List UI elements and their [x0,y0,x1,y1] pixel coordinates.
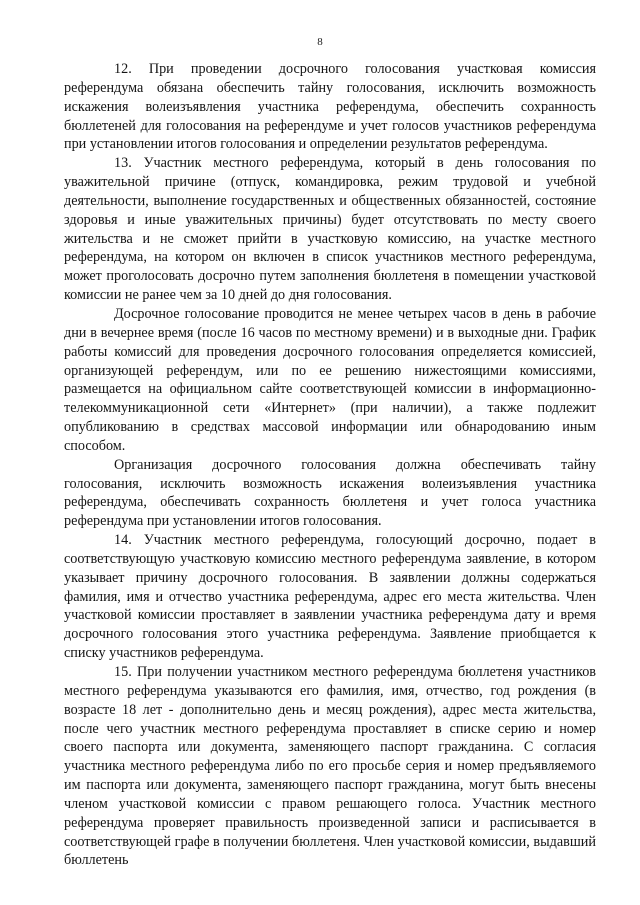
document-body [64,60,596,870]
paragraph-12: 12. При проведении досрочного голосования участковая комиссия референдума обязана обеспечить тайну голосования, исключить возможность искажения волеизъявления участника референдума, обеспечить сохранность бюллетеней для голосования на референдуме и учет голосов участников референдума при установлении итогов голосования и определении результатов референдума. [64,61,596,153]
paragraph-13: 13. Участник местного референдума, который в день голосования по уважительной причине (отпуск, командировка, режим трудовой и учебной деятельности, выполнение государственных и общественных обязанностей, состояние здоровья и иные уважительных причины) будет отсутствовать по месту своего жительства и не сможет прийти в участковую комиссию, на участке местного референдума, на котором он включен в список участников местного референдума, может проголосовать досрочно путем заполнения бюллетеня в помещении участковой комиссии не ранее чем за 10 дней до дня голосования. [64,155,596,304]
paragraph-15: 15. При получении участником местного референдума бюллетеня участников местного референдума указываются его фамилия, имя, отчество, год рождения (в возрасте 18 лет - дополнительно день и месяц рождения), адрес места жительства, после чего участник местного референдума проставляет в списке серию и номер своего паспорта или документа, заменяющего паспорт гражданина. С согласия участника местного референдума либо по его просьбе серия и номер предъявляемого им паспорта или документа, заменяющего паспорт гражданина, могут быть внесены членом участковой комиссии с правом решающего голоса. Участник местного референдума проверяет правильность произведенной записи и расписывается в соответствующей графе в получении бюллетеня. Член участковой комиссии, выдавший бюллетень [64,664,596,869]
paragraph-14: 14. Участник местного референдума, голосующий досрочно, подает в соответствующую участковую комиссию местного референдума заявление, в котором указывает причину досрочного голосования. В заявлении должны содержаться фамилия, имя и отчество участника референдума, адрес его места жительства. Член участковой комиссии проставляет в заявлении участника референдума дату и время досрочного голосования этого участника референдума. Заявление приобщается к списку участников референдума. [64,532,596,662]
paragraph-early-voting-organization: Организация досрочного голосования должна обеспечивать тайну голосования, исключить возможность искажения волеизъявления участника референдума, обеспечивать сохранность бюллетеня и учет голоса участника референдума при установлении итогов голосования. [64,456,596,530]
paragraph-early-voting-schedule: Досрочное голосование проводится не менее четырех часов в день в рабочие дни в вечернее время (после 16 часов по местному времени) и в выходные дни. График работы комиссий для проведения досрочного голосования определяется комиссией, организующей референдум, или по ее решению нижестоящими комиссиями, размещается на официальном сайте соответствующей комиссии в информационно-телекоммуникационной сети «Интернет» (при наличии), а также подлежит опубликованию в средствах массовой информации или обнародованию иным способом. [64,305,596,454]
page-number: 8 [317,36,323,48]
